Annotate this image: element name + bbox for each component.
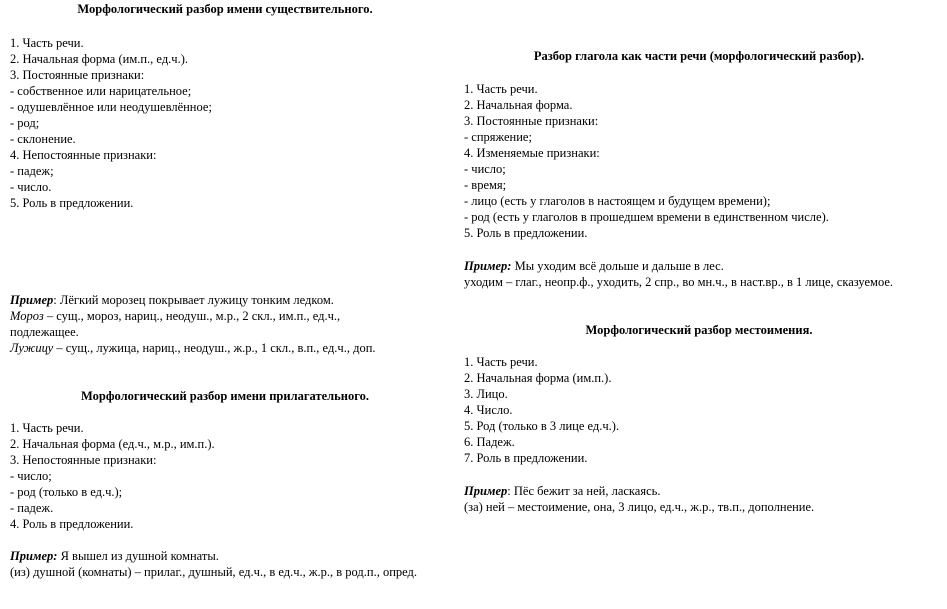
- list-item: 6. Падеж.: [464, 435, 515, 449]
- list-item: - одушевлённое или неодушевлённое;: [10, 100, 212, 114]
- list-item: 3. Постоянные признаки:: [10, 68, 145, 82]
- list-item: 4. Число.: [464, 403, 513, 417]
- pronoun-title: Морфологический разбор местоимения.: [585, 323, 813, 337]
- list-item: 5. Род (только в 3 лице ед.ч.).: [464, 419, 620, 433]
- list-item: - падеж;: [10, 164, 54, 178]
- example-label: Пример: [10, 293, 54, 307]
- example-sentence: Я вышел из душной комнаты.: [57, 549, 219, 563]
- pronoun-list: [464, 354, 934, 466]
- list-item: 3. Лицо.: [464, 387, 508, 401]
- list-item: 1. Часть речи.: [10, 36, 84, 50]
- parse-text: – сущ., лужица, нариц., неодуш., ж.р., 1 скл., в.п., ед.ч., доп.: [53, 341, 376, 355]
- list-item: 4. Непостоянные признаки:: [10, 148, 157, 162]
- list-item: 1. Часть речи.: [10, 421, 84, 435]
- parse-text: уходим – глаг., неопр.ф., уходить, 2 спр., во мн.ч., в наст.вр., в 1 лице, сказуемое.: [464, 275, 894, 289]
- list-item: - число;: [464, 162, 506, 176]
- verb-list: [464, 81, 934, 241]
- parse-text: (за) ней – местоимение, она, 3 лицо, ед.ч., ж.р., тв.п., дополнение.: [464, 500, 815, 514]
- list-item: - падеж.: [10, 501, 54, 515]
- list-item: - род;: [10, 116, 40, 130]
- example-sentence: Мы уходим всё дольше и дальше в лес.: [511, 259, 724, 273]
- parse-word: Лужицу: [10, 341, 54, 355]
- parse-text: (из) душной (комнаты) – прилаг., душный, ед.ч., в ед.ч., ж.р., в род.п., опред.: [10, 565, 418, 579]
- list-item: 4. Роль в предложении.: [10, 517, 134, 531]
- adjective-title: Морфологический разбор имени прилагательного.: [81, 389, 369, 403]
- list-item: 3. Постоянные признаки:: [464, 114, 599, 128]
- list-item: - собственное или нарицательное;: [10, 84, 192, 98]
- example-sentence: : Лёгкий морозец покрывает лужицу тонким ледком.: [53, 293, 334, 307]
- example-label: Пример:: [464, 259, 512, 273]
- verb-example: [464, 258, 934, 290]
- pronoun-example: [464, 483, 934, 515]
- example-label: Пример: [464, 484, 508, 498]
- noun-example: [10, 292, 440, 356]
- noun-list: [10, 35, 440, 211]
- list-item: 5. Роль в предложении.: [464, 226, 588, 240]
- list-item: - число;: [10, 469, 52, 483]
- list-item: - спряжение;: [464, 130, 532, 144]
- adjective-list: [10, 420, 440, 532]
- list-item: 4. Изменяемые признаки:: [464, 146, 600, 160]
- noun-title: Морфологический разбор имени существительного.: [77, 2, 373, 16]
- example-label: Пример:: [10, 549, 58, 563]
- list-item: - время;: [464, 178, 507, 192]
- adjective-example: [10, 548, 440, 580]
- example-sentence: : Пёс бежит за ней, ласкаясь.: [507, 484, 661, 498]
- parse-text: – сущ., мороз, нариц., неодуш., м.р., 2 скл., им.п., ед.ч., подлежащее.: [10, 309, 341, 339]
- list-item: - склонение.: [10, 132, 76, 146]
- list-item: 1. Часть речи.: [464, 82, 538, 96]
- list-item: 3. Непостоянные признаки:: [10, 453, 157, 467]
- list-item: - род (есть у глаголов в прошедшем времени в единственном числе).: [464, 210, 829, 224]
- parse-word: Мороз: [10, 309, 44, 323]
- list-item: 5. Роль в предложении.: [10, 196, 134, 210]
- verb-title: Разбор глагола как части речи (морфологический разбор).: [533, 49, 865, 63]
- list-item: - лицо (есть у глаголов в настоящем и будущем времени);: [464, 194, 771, 208]
- list-item: 2. Начальная форма (им.п.).: [464, 371, 612, 385]
- list-item: 2. Начальная форма (им.п., ед.ч.).: [10, 52, 188, 66]
- list-item: 2. Начальная форма.: [464, 98, 573, 112]
- list-item: 7. Роль в предложении.: [464, 451, 588, 465]
- list-item: - род (только в ед.ч.);: [10, 485, 123, 499]
- list-item: - число.: [10, 180, 52, 194]
- list-item: 2. Начальная форма (ед.ч., м.р., им.п.).: [10, 437, 215, 451]
- list-item: 1. Часть речи.: [464, 355, 538, 369]
